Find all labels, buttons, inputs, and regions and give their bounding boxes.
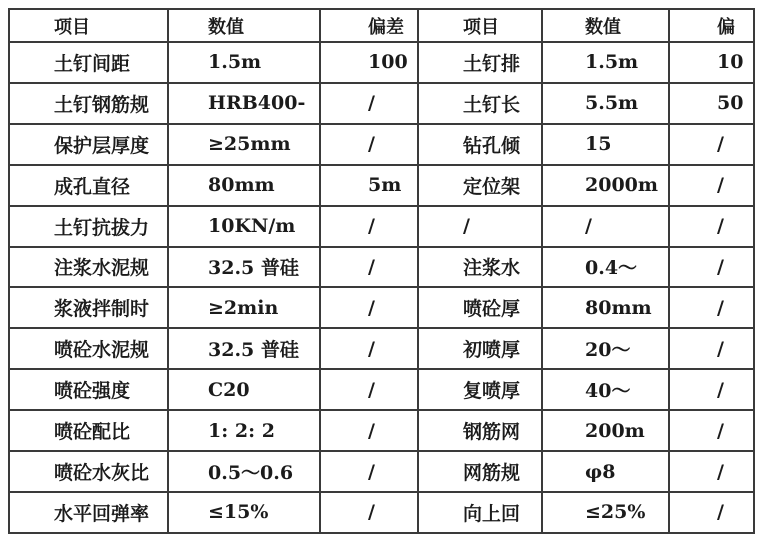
table-cell: 网筋规 bbox=[418, 451, 542, 492]
table-cell: 50 bbox=[669, 83, 754, 124]
spec-table bbox=[8, 8, 755, 534]
table-cell: / bbox=[320, 451, 418, 492]
table-cell: / bbox=[320, 287, 418, 328]
table-cell: 15 bbox=[542, 124, 669, 165]
table-cell: 成孔直径 bbox=[9, 165, 168, 206]
table-row bbox=[9, 42, 754, 83]
table-row bbox=[9, 247, 754, 288]
table-cell: 1.5m bbox=[168, 42, 320, 83]
table-cell: / bbox=[320, 206, 418, 247]
table-cell: 1.5m bbox=[542, 42, 669, 83]
table-cell: 定位架 bbox=[418, 165, 542, 206]
column-header-deviation-left: 偏差 bbox=[320, 9, 418, 42]
table-cell: / bbox=[669, 206, 754, 247]
table-cell: / bbox=[418, 206, 542, 247]
table-row bbox=[9, 206, 754, 247]
table-cell: 喷砼厚 bbox=[418, 287, 542, 328]
table-row bbox=[9, 83, 754, 124]
table-cell: 水平回弹率 bbox=[9, 492, 168, 533]
table-cell: ≥25mm bbox=[168, 124, 320, 165]
table-cell: 钻孔倾 bbox=[418, 124, 542, 165]
table-cell: 土钉长 bbox=[418, 83, 542, 124]
table-cell: / bbox=[669, 165, 754, 206]
table-row bbox=[9, 369, 754, 410]
column-header-item-left: 项目 bbox=[9, 9, 168, 42]
table-cell: 土钉抗拔力 bbox=[9, 206, 168, 247]
table-cell: / bbox=[320, 124, 418, 165]
table-cell: 喷砼配比 bbox=[9, 410, 168, 451]
table-cell: 10 bbox=[669, 42, 754, 83]
table-cell: 32.5 普硅 bbox=[168, 328, 320, 369]
table-cell: 1: 2: 2 bbox=[168, 410, 320, 451]
table-cell: 注浆水泥规 bbox=[9, 247, 168, 288]
table-cell: 初喷厚 bbox=[418, 328, 542, 369]
table-cell: 喷砼水灰比 bbox=[9, 451, 168, 492]
table-cell: 40～ bbox=[542, 369, 669, 410]
table-cell: ≤25% bbox=[542, 492, 669, 533]
table-cell: 80mm bbox=[542, 287, 669, 328]
table-cell: / bbox=[320, 247, 418, 288]
table-cell: ≤15% bbox=[168, 492, 320, 533]
table-cell: 土钉排 bbox=[418, 42, 542, 83]
table-cell: 2000m bbox=[542, 165, 669, 206]
table-cell: / bbox=[320, 369, 418, 410]
table-cell: C20 bbox=[168, 369, 320, 410]
table-cell: φ8 bbox=[542, 451, 669, 492]
table-cell: 土钉间距 bbox=[9, 42, 168, 83]
table-cell: HRB400- bbox=[168, 83, 320, 124]
table-cell: / bbox=[669, 492, 754, 533]
table-cell: 喷砼强度 bbox=[9, 369, 168, 410]
table-cell: / bbox=[669, 247, 754, 288]
table-row bbox=[9, 451, 754, 492]
table-row bbox=[9, 492, 754, 533]
table-cell: / bbox=[320, 410, 418, 451]
table-cell: 100 bbox=[320, 42, 418, 83]
table-cell: / bbox=[669, 328, 754, 369]
table-cell: 保护层厚度 bbox=[9, 124, 168, 165]
table-body bbox=[9, 42, 754, 533]
table-cell: 浆液拌制时 bbox=[9, 287, 168, 328]
header-row bbox=[9, 9, 754, 42]
column-header-item-right: 项目 bbox=[418, 9, 542, 42]
table-cell: 0.5～0.6 bbox=[168, 451, 320, 492]
table-cell: 土钉钢筋规 bbox=[9, 83, 168, 124]
table-cell: 20～ bbox=[542, 328, 669, 369]
table-cell: 32.5 普硅 bbox=[168, 247, 320, 288]
table-cell: / bbox=[320, 328, 418, 369]
column-header-deviation-right: 偏 bbox=[669, 9, 754, 42]
table-row bbox=[9, 124, 754, 165]
table-cell: 80mm bbox=[168, 165, 320, 206]
table-cell: / bbox=[542, 206, 669, 247]
table-row bbox=[9, 165, 754, 206]
table-cell: 5m bbox=[320, 165, 418, 206]
table-cell: / bbox=[320, 83, 418, 124]
table-cell: / bbox=[669, 369, 754, 410]
table-cell: 向上回 bbox=[418, 492, 542, 533]
table-cell: 10KN/m bbox=[168, 206, 320, 247]
table-cell: / bbox=[669, 124, 754, 165]
column-header-value-left: 数值 bbox=[168, 9, 320, 42]
table-cell: 注浆水 bbox=[418, 247, 542, 288]
table-cell: 钢筋网 bbox=[418, 410, 542, 451]
column-header-value-right: 数值 bbox=[542, 9, 669, 42]
table-row bbox=[9, 328, 754, 369]
table-cell: / bbox=[669, 451, 754, 492]
table-cell: 复喷厚 bbox=[418, 369, 542, 410]
table-cell: 0.4～ bbox=[542, 247, 669, 288]
table-cell: / bbox=[669, 287, 754, 328]
table-row bbox=[9, 410, 754, 451]
table-cell: / bbox=[320, 492, 418, 533]
table-cell: 5.5m bbox=[542, 83, 669, 124]
table-cell: 200m bbox=[542, 410, 669, 451]
table-cell: 喷砼水泥规 bbox=[9, 328, 168, 369]
table-cell: ≥2min bbox=[168, 287, 320, 328]
table-row bbox=[9, 287, 754, 328]
table-cell: / bbox=[669, 410, 754, 451]
